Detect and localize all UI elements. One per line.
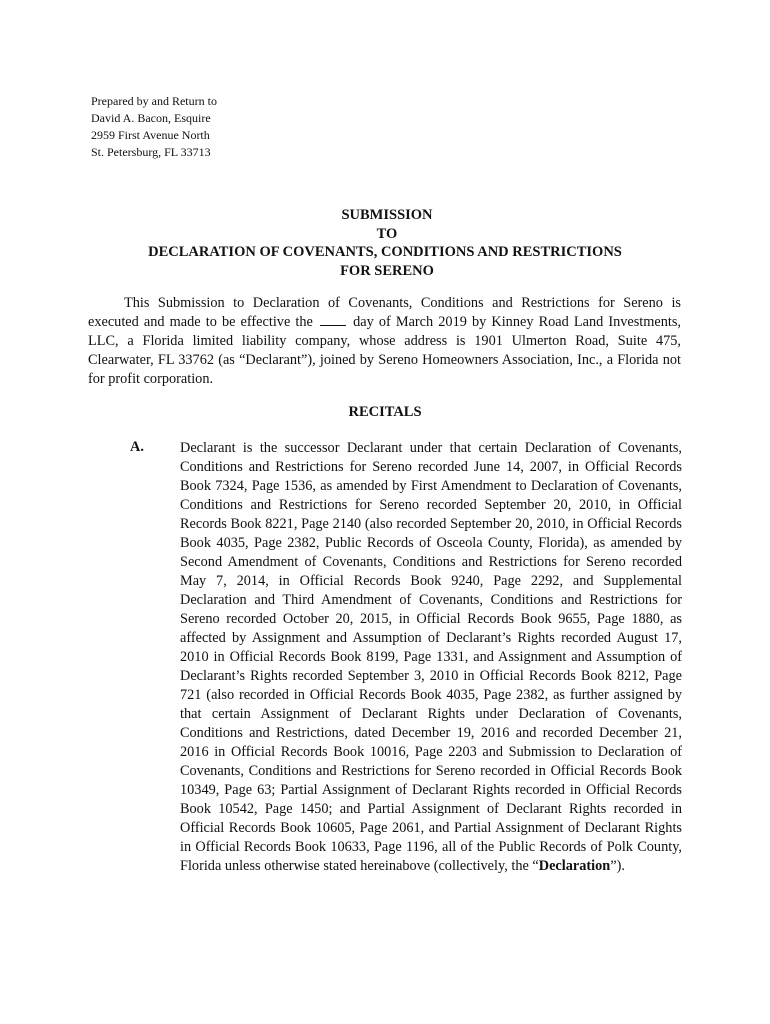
prepared-by-line: Prepared by and Return to — [91, 94, 217, 108]
recital-text-closing: ”). — [610, 858, 625, 874]
street-address: 2959 First Avenue North — [91, 128, 210, 142]
intro-text-start: This Submission to Declaration of Covenants, Conditions and Restrictions for Sereno is executed and made to be effective the — [88, 295, 681, 330]
title-line-sereno: FOR SERENO — [340, 262, 434, 279]
recital-letter: A. — [130, 439, 144, 455]
document-title — [0, 206, 770, 280]
attorney-name: David A. Bacon, Esquire — [91, 111, 211, 125]
title-line-to: TO — [376, 225, 398, 242]
intro-paragraph — [88, 294, 681, 389]
intro-text-end: day of March 2019 by Kinney Road Land Investments, LLC, a Florida limited liability company, whose address is 1901 Ulmerton Road, Suite 475, Clearwater, FL 33762 (as “Declarant”), joined by Sereno Homeowners Association, Inc., a Florida not for profit corporation. — [88, 314, 682, 387]
recital-text-main: Declarant is the successor Declarant under that certain Declaration of Covenants, Conditions and Restrictions for Sereno recorded June 14, 2007, in Official Records Book 7324, Page 1536, as amended by First Amendment to Declaration of Covenants, Conditions and Restrictions for Sereno recorded September 20, 2010, in Official Records Book 8221, Page 2140 (also recorded September 20, 2010, in Official Records Book 4035, Page 2382, Public Records of Osceola County, Florida), as amended by Second Amendment of Covenants, Conditions and Restrictions for Sereno recorded May 7, 2014, in Official Records Book 9240, Page 2292, and Supplemental Declaration and Third Amendment of Covenants, Conditions and Restrictions for Sereno recorded October 20, 2015, in Official Records Book 9655, Page 1880, as affected by Assignment and Assumption of Declarant’s Rights recorded August 17, 2010 in Official Records Book 8199, Page 1331, and Assignment and Assumption of Declarant’s Rights recorded September 3, 2010 in Official Records Book 8212, Page 721 (also recorded in Official Records Book 4035, Page 2382, as further assigned by that certain Assignment of Declarant Rights under Declaration of Covenants, Conditions and Restrictions, dated December 19, 2016 and recorded December 21, 2016 in Official Records Book 10016, Page 2203 and Submission to Declaration of Covenants, Conditions and Restrictions for Sereno recorded in Official Records Book 10349, Page 63; Partial Assignment of Declarant Rights recorded in Official Records Book 10542, Page 1450; and Partial Assignment of Declarant Rights recorded in Official Records Book 10605, Page 2061, and Partial Assignment of Declarant Rights in Official Records Book 10633, Page 1196, all of the Public Records of Polk County, Florida unless otherwise stated hereinabove (collectively, the “ — [180, 440, 682, 874]
recital-text — [180, 439, 682, 876]
title-line-declaration: DECLARATION OF COVENANTS, CONDITIONS AND RESTRICTIONS — [148, 244, 622, 260]
defined-term-declaration: Declaration — [538, 858, 611, 874]
city-state-zip: St. Petersburg, FL 33713 — [91, 145, 211, 159]
date-blank-line — [320, 313, 346, 326]
recitals-heading: RECITALS — [348, 404, 422, 420]
title-line-submission: SUBMISSION — [341, 207, 433, 223]
prepared-by-block — [91, 93, 217, 161]
